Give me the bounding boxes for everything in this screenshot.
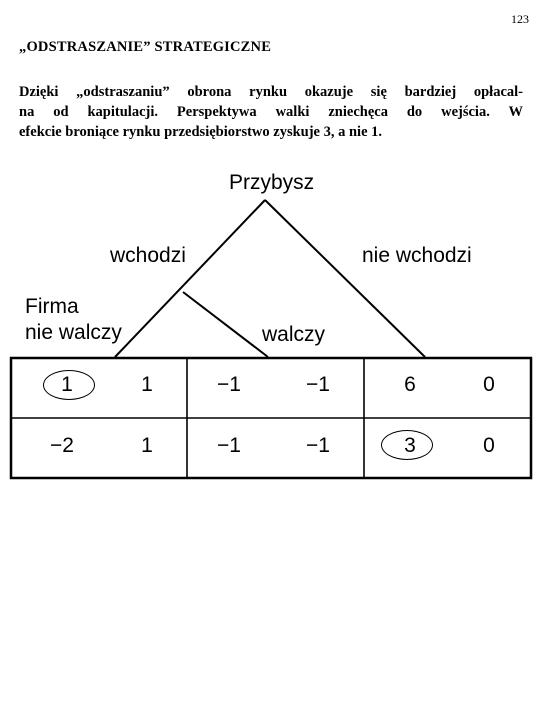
payoff-value: −1 [306,373,330,396]
branch-label-fight: walczy [262,323,326,346]
payoff-value: −1 [217,434,241,457]
body-line-3: efekcie broniące rynku przedsiębiorstwo zyskuje 3, a nie 1. [19,124,383,140]
node-label-entrant: Przybysz [229,171,315,194]
payoff-value: −1 [306,434,330,457]
payoff-value: 1 [141,434,153,457]
payoff-value: 0 [483,434,495,457]
payoff-value: −1 [217,373,241,396]
payoff-value: 1 [61,373,73,396]
tree-edge-enters [115,200,265,357]
tree-edge-fight [183,292,268,357]
body-line-2: na od kapitulacji. Perspektywa walki zniechęca do wejścia. W [19,104,523,120]
page-number: 123 [511,12,529,26]
page-title: „ODSTRASZANIE” STRATEGICZNE [19,39,272,55]
firm-label-line-1: Firma [25,295,79,318]
payoff-value: −2 [50,434,74,457]
payoff-value: 1 [141,373,153,396]
payoff-value: 3 [404,434,416,457]
body-line-1: Dzięki „odstraszaniu” obrona rynku okazuje się bardziej opłacal- [19,84,523,100]
firm-label-line-2: nie walczy [25,321,122,344]
payoff-value: 6 [404,373,416,396]
payoff-value: 0 [483,373,495,396]
branch-label-enters: wchodzi [110,244,186,267]
node-label-firm [25,294,122,346]
branch-label-not-enters: nie wchodzi [362,244,472,267]
